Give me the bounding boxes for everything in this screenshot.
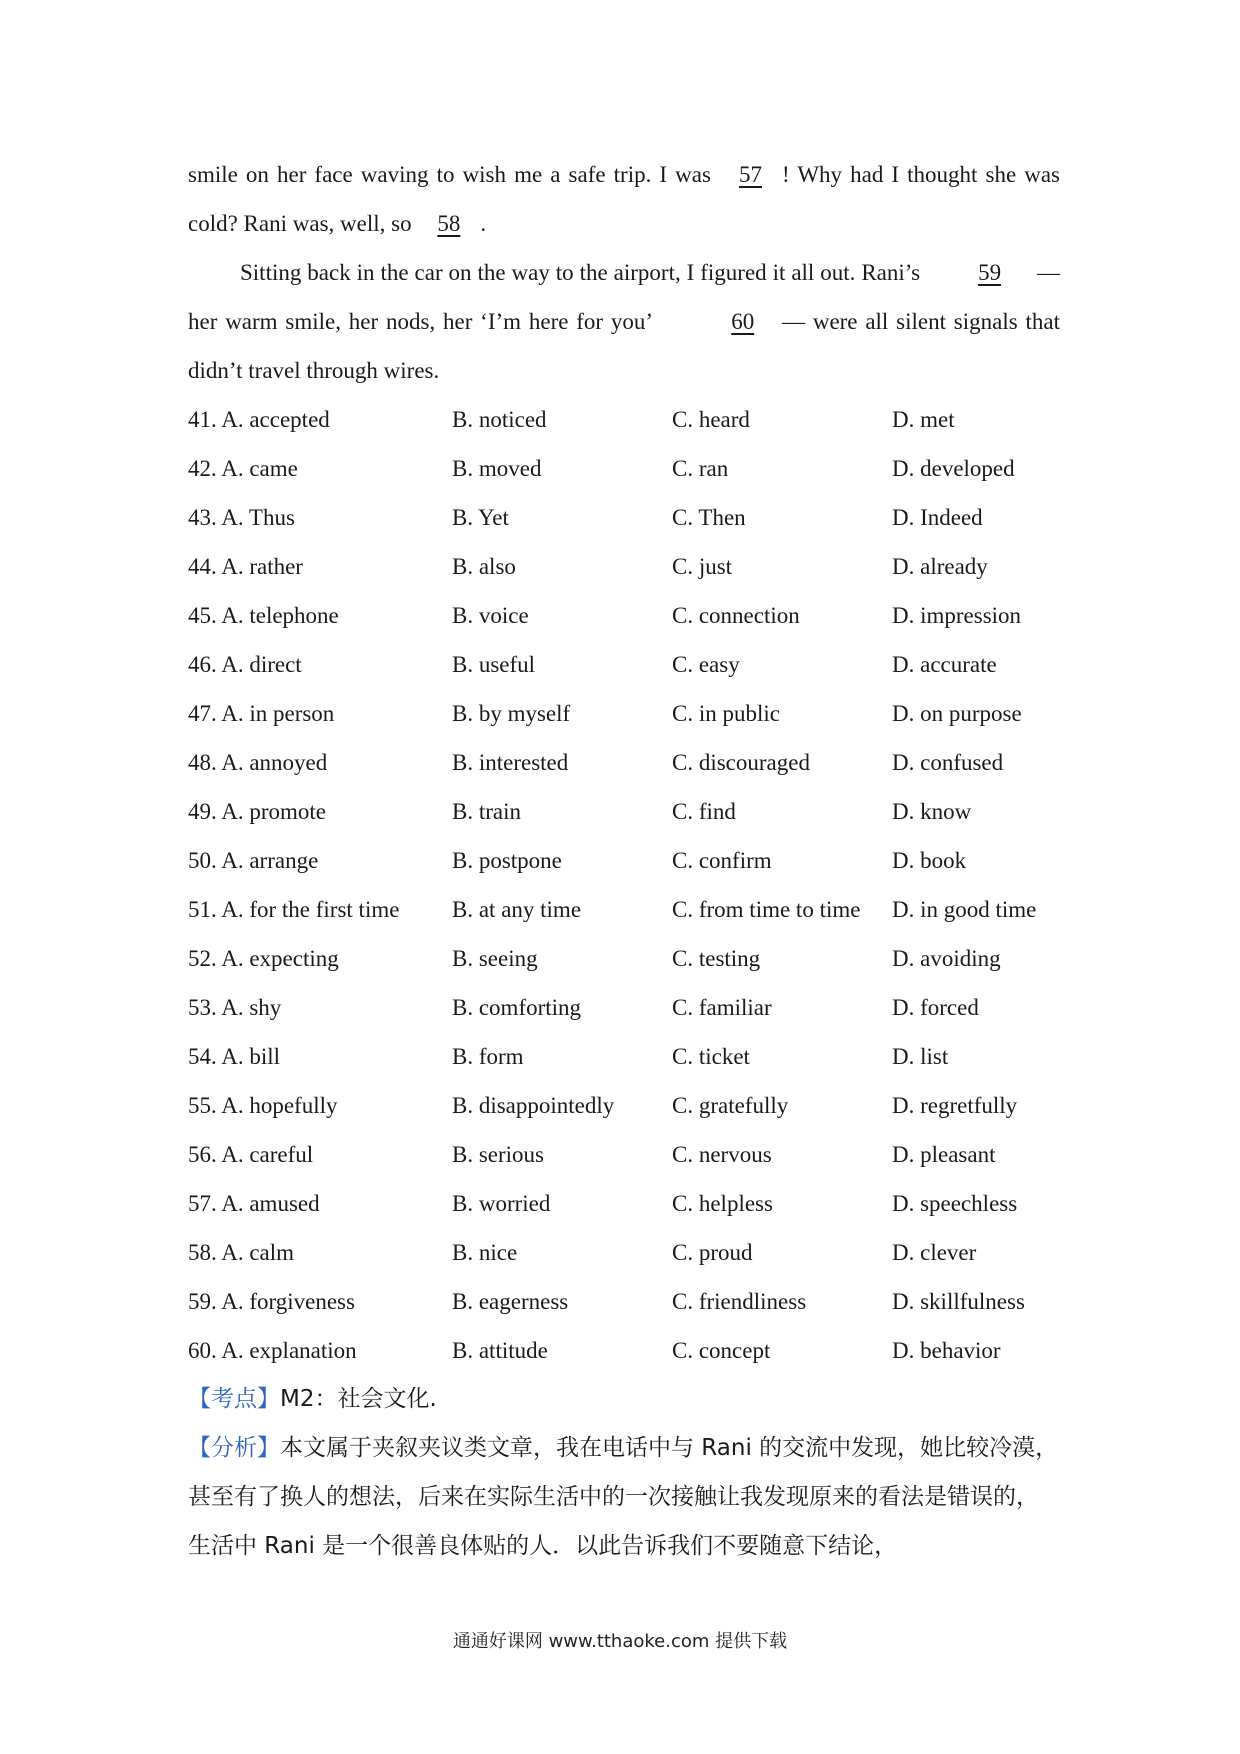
option-b: B. also bbox=[452, 554, 516, 579]
option-a: A. telephone bbox=[221, 603, 339, 628]
option-a-cell bbox=[188, 444, 452, 493]
option-d: D. list bbox=[892, 1044, 949, 1069]
option-row bbox=[188, 444, 1060, 493]
option-a: A. hopefully bbox=[221, 1093, 338, 1118]
option-a: A. in person bbox=[221, 701, 335, 726]
option-c: C. just bbox=[672, 554, 733, 579]
question-number: 60. bbox=[188, 1338, 217, 1363]
option-c: C. Then bbox=[672, 505, 746, 530]
kaodian-text: M2：社会文化. bbox=[280, 1386, 437, 1412]
option-d: D. developed bbox=[892, 456, 1015, 481]
option-a-cell bbox=[188, 1130, 452, 1179]
option-d: D. already bbox=[892, 554, 988, 579]
option-b: B. serious bbox=[452, 1142, 544, 1167]
option-d: D. book bbox=[892, 848, 967, 873]
option-d: D. on purpose bbox=[892, 701, 1022, 726]
kaodian-section bbox=[188, 1375, 1060, 1424]
option-a-cell bbox=[188, 885, 452, 934]
option-c: C. from time to time bbox=[672, 897, 861, 922]
question-number: 41. bbox=[188, 407, 217, 432]
option-b: B. interested bbox=[452, 750, 569, 775]
fenxi-section bbox=[188, 1424, 1060, 1571]
option-row bbox=[188, 1032, 1060, 1081]
option-b: B. comforting bbox=[452, 995, 582, 1020]
passage-text: — were all silent signals that didn’t travel through wires. bbox=[188, 309, 1060, 383]
option-a-cell bbox=[188, 493, 452, 542]
option-b: B. Yet bbox=[452, 505, 509, 530]
option-c: C. testing bbox=[672, 946, 761, 971]
option-a: A. shy bbox=[221, 995, 282, 1020]
question-number: 58. bbox=[188, 1240, 217, 1265]
option-a: A. calm bbox=[221, 1240, 295, 1265]
option-row bbox=[188, 1179, 1060, 1228]
fenxi-tag: 【分析】 bbox=[188, 1435, 280, 1461]
question-number: 45. bbox=[188, 603, 217, 628]
option-row bbox=[188, 983, 1060, 1032]
option-row bbox=[188, 885, 1060, 934]
option-c: C. proud bbox=[672, 1240, 753, 1265]
option-b: B. noticed bbox=[452, 407, 547, 432]
option-b: B. seeing bbox=[452, 946, 538, 971]
option-c: C. find bbox=[672, 799, 736, 824]
option-d: D. clever bbox=[892, 1240, 977, 1265]
option-a-cell bbox=[188, 983, 452, 1032]
option-b: B. eagerness bbox=[452, 1289, 569, 1314]
question-number: 50. bbox=[188, 848, 217, 873]
option-a-cell bbox=[188, 591, 452, 640]
fenxi-text: 本文属于夹叙夹议类文章，我在电话中与 Rani 的交流中发现，她比较冷漠，甚至有了换人的想法，后来在实际生活中的一次接触让我发现原来的看法是错误的，生活中 Rani 是一个很善良体贴的人．以此告诉我们不要随意下结论， bbox=[188, 1435, 1059, 1559]
option-d: D. speechless bbox=[892, 1191, 1018, 1216]
question-number: 52. bbox=[188, 946, 217, 971]
option-d: D. accurate bbox=[892, 652, 997, 677]
option-d: D. confused bbox=[892, 750, 1004, 775]
option-c: C. easy bbox=[672, 652, 740, 677]
passage-text: Sitting back in the car on the way to the airport, I figured it all out. Rani’s bbox=[240, 260, 927, 285]
option-a-cell bbox=[188, 1081, 452, 1130]
question-number: 55. bbox=[188, 1093, 217, 1118]
option-a-cell bbox=[188, 1179, 452, 1228]
option-d: D. know bbox=[892, 799, 972, 824]
option-c: C. connection bbox=[672, 603, 800, 628]
option-a: A. annoyed bbox=[221, 750, 328, 775]
passage-paragraph-1 bbox=[188, 150, 1060, 248]
option-d: D. avoiding bbox=[892, 946, 1001, 971]
question-number: 49. bbox=[188, 799, 217, 824]
option-b: B. at any time bbox=[452, 897, 582, 922]
option-row bbox=[188, 395, 1060, 444]
option-a: A. expecting bbox=[221, 946, 339, 971]
option-b: B. useful bbox=[452, 652, 536, 677]
option-row bbox=[188, 934, 1060, 983]
question-number: 44. bbox=[188, 554, 217, 579]
option-row bbox=[188, 1326, 1060, 1375]
option-a: A. explanation bbox=[221, 1338, 357, 1363]
option-c: C. gratefully bbox=[672, 1093, 789, 1118]
option-a: A. direct bbox=[221, 652, 302, 677]
option-a: A. for the first time bbox=[221, 897, 400, 922]
option-b: B. worried bbox=[452, 1191, 551, 1216]
passage-text: . bbox=[480, 211, 487, 236]
page-footer: 通通好课网 www.tthaoke.com 提供下载 bbox=[452, 1631, 788, 1652]
blank-58: 58 bbox=[437, 211, 461, 236]
option-a-cell bbox=[188, 395, 452, 444]
option-row bbox=[188, 591, 1060, 640]
option-a: A. amused bbox=[221, 1191, 320, 1216]
option-b: B. postpone bbox=[452, 848, 562, 873]
blank-57: 57 bbox=[739, 162, 762, 187]
question-number: 53. bbox=[188, 995, 217, 1020]
option-a: A. bill bbox=[221, 1044, 281, 1069]
option-a: A. came bbox=[221, 456, 298, 481]
option-a: A. careful bbox=[221, 1142, 314, 1167]
option-b: B. moved bbox=[452, 456, 542, 481]
option-d: D. pleasant bbox=[892, 1142, 996, 1167]
option-d: D. in good time bbox=[892, 897, 1037, 922]
option-d: D. Indeed bbox=[892, 505, 983, 530]
option-d: D. regretfully bbox=[892, 1093, 1018, 1118]
option-a: A. arrange bbox=[221, 848, 319, 873]
question-number: 51. bbox=[188, 897, 217, 922]
option-c: C. ran bbox=[672, 456, 729, 481]
option-row bbox=[188, 836, 1060, 885]
option-c: C. concept bbox=[672, 1338, 771, 1363]
option-row bbox=[188, 1130, 1060, 1179]
option-a: A. promote bbox=[221, 799, 326, 824]
option-a: A. rather bbox=[221, 554, 303, 579]
option-b: B. voice bbox=[452, 603, 529, 628]
option-a-cell bbox=[188, 1326, 452, 1375]
option-d: D. behavior bbox=[892, 1338, 1001, 1363]
option-row bbox=[188, 542, 1060, 591]
option-a: A. Thus bbox=[221, 505, 295, 530]
option-c: C. familiar bbox=[672, 995, 772, 1020]
passage-text: — her warm smile, her nods, her ‘I’m here for you’ bbox=[188, 260, 1061, 334]
option-a-cell bbox=[188, 542, 452, 591]
option-c: C. friendliness bbox=[672, 1289, 807, 1314]
kaodian-tag: 【考点】 bbox=[188, 1386, 280, 1412]
option-d: D. forced bbox=[892, 995, 979, 1020]
question-number: 54. bbox=[188, 1044, 217, 1069]
option-a-cell bbox=[188, 640, 452, 689]
question-number: 46. bbox=[188, 652, 217, 677]
option-c: C. nervous bbox=[672, 1142, 772, 1167]
option-c: C. confirm bbox=[672, 848, 772, 873]
question-number: 57. bbox=[188, 1191, 217, 1216]
option-c: C. in public bbox=[672, 701, 780, 726]
option-b: B. disappointedly bbox=[452, 1093, 615, 1118]
option-row bbox=[188, 738, 1060, 787]
passage-text: smile on her face waving to wish me a safe trip. I was bbox=[188, 162, 719, 187]
option-d: D. met bbox=[892, 407, 955, 432]
blank-59: 59 bbox=[978, 260, 1002, 285]
option-row bbox=[188, 787, 1060, 836]
passage-paragraph-2 bbox=[188, 248, 1060, 395]
question-number: 47. bbox=[188, 701, 217, 726]
option-c: C. discouraged bbox=[672, 750, 810, 775]
option-b: B. form bbox=[452, 1044, 524, 1069]
option-row bbox=[188, 1277, 1060, 1326]
option-a-cell bbox=[188, 934, 452, 983]
option-b: B. by myself bbox=[452, 701, 571, 726]
option-a-cell bbox=[188, 689, 452, 738]
option-d: D. skillfulness bbox=[892, 1289, 1025, 1314]
option-b: B. train bbox=[452, 799, 521, 824]
option-row bbox=[188, 689, 1060, 738]
option-row bbox=[188, 493, 1060, 542]
option-a: A. forgiveness bbox=[221, 1289, 355, 1314]
question-number: 59. bbox=[188, 1289, 217, 1314]
passage-text: ! Why had I thought she was cold? Rani was, well, so bbox=[188, 162, 1060, 236]
option-c: C. helpless bbox=[672, 1191, 773, 1216]
option-b: B. nice bbox=[452, 1240, 518, 1265]
option-a-cell bbox=[188, 1228, 452, 1277]
option-row bbox=[188, 1228, 1060, 1277]
question-number: 42. bbox=[188, 456, 217, 481]
option-row bbox=[188, 640, 1060, 689]
option-a-cell bbox=[188, 836, 452, 885]
option-a-cell bbox=[188, 1277, 452, 1326]
option-a-cell bbox=[188, 1032, 452, 1081]
blank-60: 60 bbox=[731, 309, 755, 334]
question-number: 43. bbox=[188, 505, 217, 530]
options-list bbox=[188, 395, 1060, 1375]
option-c: C. heard bbox=[672, 407, 750, 432]
option-row bbox=[188, 1081, 1060, 1130]
question-number: 56. bbox=[188, 1142, 217, 1167]
option-a-cell bbox=[188, 787, 452, 836]
option-b: B. attitude bbox=[452, 1338, 548, 1363]
option-d: D. impression bbox=[892, 603, 1022, 628]
option-a: A. accepted bbox=[221, 407, 330, 432]
option-c: C. ticket bbox=[672, 1044, 750, 1069]
document-page bbox=[188, 150, 1060, 1571]
option-a-cell bbox=[188, 738, 452, 787]
question-number: 48. bbox=[188, 750, 217, 775]
